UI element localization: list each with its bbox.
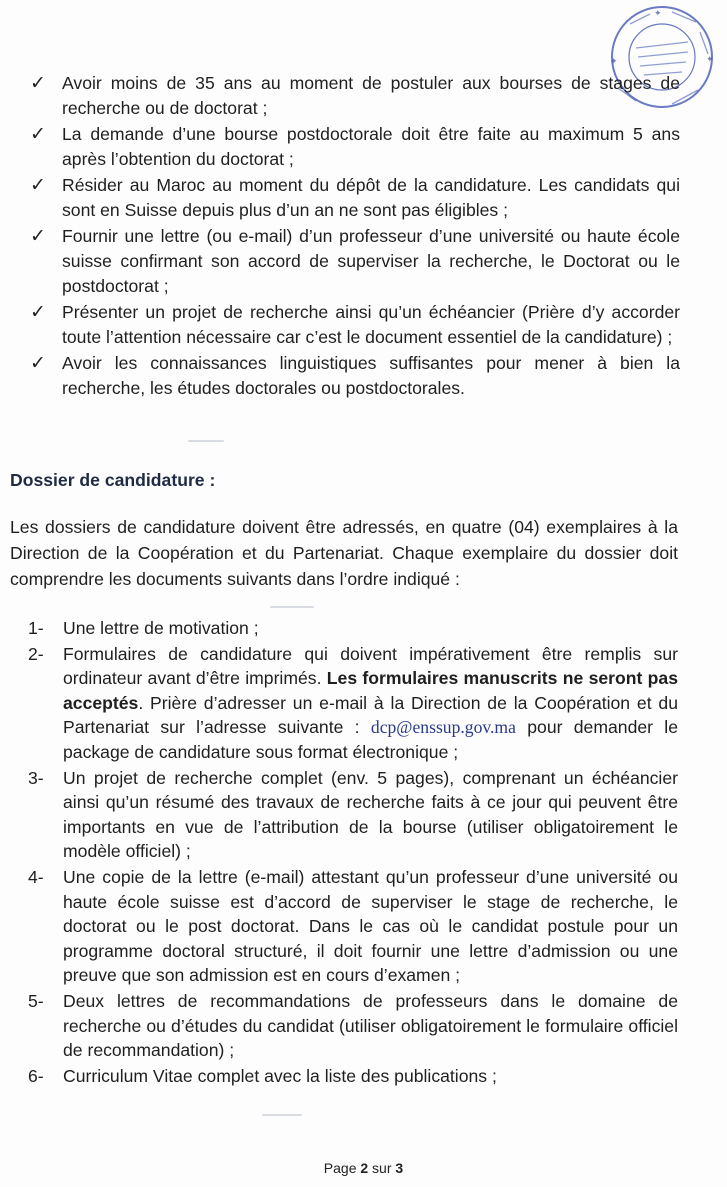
list-item: 2- Formulaires de candidature qui doivent impérativement être remplis sur ordinateur avant d’être imprimés. Les formulaires manuscrits ne seront pas acceptés. Prière d’adresser un e-mail à la Direction de la Coopération et du Partenariat sur l’adresse suivante : dcp@enssup.gov.ma pour demander le package de candidature sous format électronique ; xyxy=(28,643,678,762)
total-pages-number: 3 xyxy=(395,1160,404,1176)
checkmark-icon: ✓ xyxy=(30,123,46,145)
list-item: 4- Une copie de la lettre (e-mail) attestant qu’un professeur d’une université ou haute école suisse est d’accord de superviser le stage de recherche, le doctorat ou le post doctorat. Dans le cas où le candidat postule pour un programme doctoral structuré, il doit fournir une lettre d’admission ou une preuve que son admission est en cours d’examen ; xyxy=(28,866,678,986)
intro-paragraph: Les dossiers de candidature doivent être adressés, en quatre (04) exemplaires à la Direction de la Coopération et du Partenariat. Chaque exemplaire du dossier doit comprendre les documents suivants dans l’ordre indiqué : xyxy=(10,517,678,589)
svg-text:✦: ✦ xyxy=(610,57,618,67)
required-documents-list xyxy=(28,616,678,1089)
page-footer: Page 2 sur 3 xyxy=(323,1160,404,1176)
bold-notice: Les formulaires manuscrits ne seront pas acceptés xyxy=(63,668,678,713)
list-item: 1- Une lettre de motivation ; xyxy=(28,616,678,641)
svg-text:✦: ✦ xyxy=(706,55,714,65)
scan-artifact xyxy=(188,440,224,442)
list-item: ✓ Fournir une lettre (ou e-mail) d’un professeur d’une université ou haute école suisse confirmant son accord de superviser la recherche, le Doctorat ou le postdoctorat ; xyxy=(30,225,680,296)
scan-artifact xyxy=(262,1114,302,1116)
eligibility-checklist xyxy=(30,71,680,402)
item-number: 3- xyxy=(28,767,44,788)
email-address[interactable]: dcp@enssup.gov.ma xyxy=(370,717,516,738)
list-item: 3- Un projet de recherche complet (env. 5 pages), comprenant un échéancier ainsi qu’un résumé des travaux de recherche faits à ce jour qui peuvent être importants en vue de l’attribution de la bourse (utiliser obligatoirement le modèle officiel) ; xyxy=(28,767,678,862)
section-title: Dossier de candidature : xyxy=(10,470,216,490)
checkmark-icon: ✓ xyxy=(30,72,46,94)
list-item: ✓ Résider au Maroc au moment du dépôt de la candidature. Les candidats qui sont en Suisse depuis plus d’un an ne sont pas éligibles ; xyxy=(30,174,680,220)
list-item: ✓ Présenter un projet de recherche ainsi qu’un échéancier (Prière d’y accorder toute l’attention nécessaire car c’est le document essentiel de la candidature) ; xyxy=(30,301,680,347)
current-page-number: 2 xyxy=(360,1160,369,1176)
scan-artifact xyxy=(270,606,314,608)
checkmark-icon: ✓ xyxy=(30,301,46,323)
checkmark-icon: ✓ xyxy=(30,174,46,196)
list-item: ✓ Avoir les connaissances linguistiques suffisantes pour mener à bien la recherche, les études doctorales ou postdoctorales. xyxy=(30,352,680,398)
item-number: 5- xyxy=(28,990,44,1011)
checkmark-icon: ✓ xyxy=(30,225,46,247)
checkmark-icon: ✓ xyxy=(30,352,46,374)
svg-text:✦: ✦ xyxy=(654,9,662,19)
item-number: 2- xyxy=(28,643,44,664)
list-item: 5- Deux lettres de recommandations de professeurs dans le domaine de recherche ou d’études du candidat (utiliser obligatoirement le formulaire officiel de recommandation) ; xyxy=(28,990,678,1061)
item-number: 1- xyxy=(28,618,44,638)
item-number: 4- xyxy=(28,866,44,887)
list-item: ✓ Avoir moins de 35 ans au moment de postuler aux bourses de stages de recherche ou de doctorat ; xyxy=(30,72,680,118)
list-item: ✓ La demande d’une bourse postdoctorale doit être faite au maximum 5 ans après l’obtention du doctorat ; xyxy=(30,123,680,169)
item-number: 6- xyxy=(28,1065,44,1086)
list-item: 6- Curriculum Vitae complet avec la liste des publications ; xyxy=(28,1064,678,1089)
